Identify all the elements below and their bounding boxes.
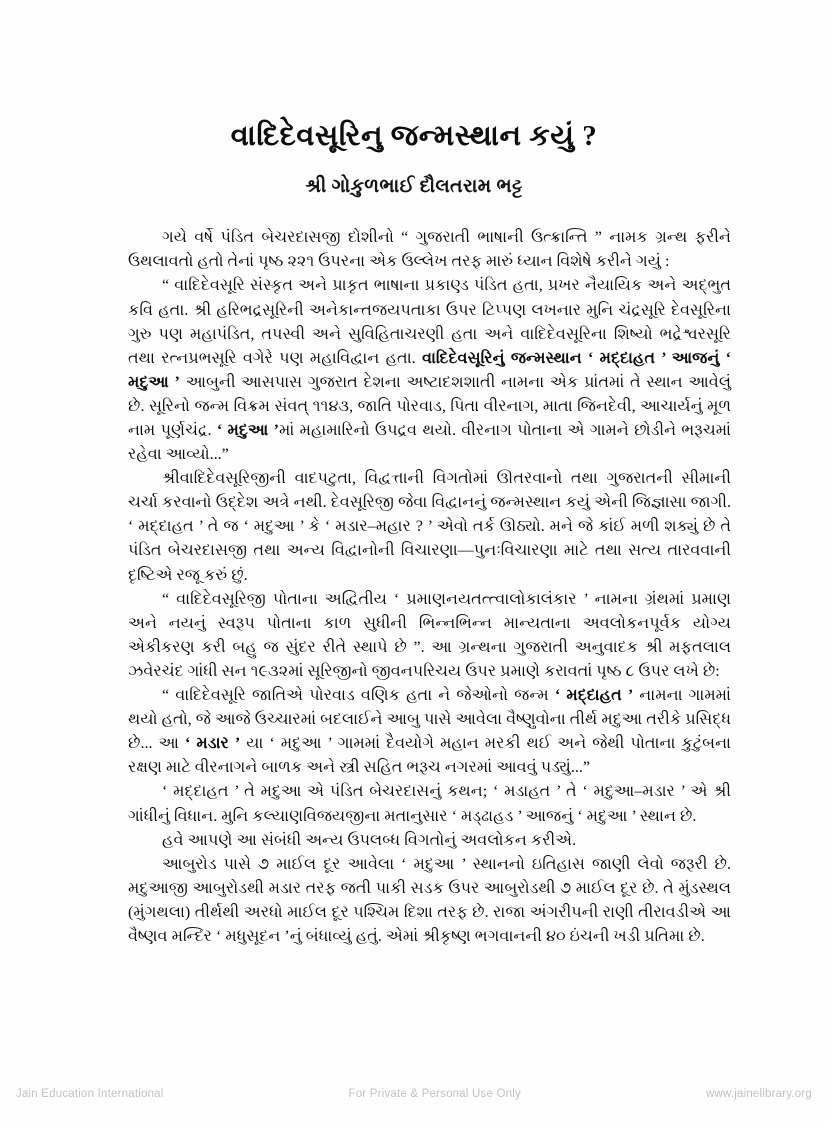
paragraph-5-emphasis-1: ‘ મદ્દાહત ’ xyxy=(554,687,634,705)
paragraph-8 xyxy=(128,853,731,949)
paragraph-2-text-part-3: માં મહામારિનો ઉપદ્રવ થયો. વીરનાગ પોતાના એ ગામને છોડીને ભરૂચમાં રહેવા આવ્યો...” xyxy=(128,422,731,464)
paragraph-4 xyxy=(128,588,731,684)
paragraph-4-text: “ વાદિદેવસૂરિજી પોતાના અદ્વિતીય ‘ પ્રમાણનયતત્ત્વાલોકાલંકાર ’ નામના ગ્રંથમાં પ્રમાણ અને નયનું સ્વરૂપ પોતાના કાળ સુધીની ભિન્નભિન્ન માન્યતાના અવલોકનપૂર્વક યોગ્ય એકીકરણ કરી બહુ જ સુંદર રીતે સ્થાપે છે ”. આ ગ્રન્થના ગુજરાતી અનુવાદક શ્રી મફતલાલ ઝવેરચંદ ગાંધી સન ૧૯૩૨માં સૂરિજીનો જીવનપરિચય ઉપર પ્રમાણે કરાવતાં પૃષ્ઠ ૮ ઉપર લખે છે: xyxy=(128,590,731,680)
paragraph-6 xyxy=(128,780,731,828)
paragraph-5-text-part-1: “ વાદિદેવસૂરિ જાતિએ પોરવાડ વણિક હતા ને જેઓનો જન્મ xyxy=(162,687,555,705)
paragraph-3 xyxy=(128,467,731,587)
paragraph-7-text: હવે આપણે આ સંબંધી અન્ય ઉપલબ્ધ વિગતોનું અવલોકન કરીએ. xyxy=(162,831,577,849)
page-footer xyxy=(0,1084,828,1104)
paragraph-5 xyxy=(128,684,731,780)
author-byline: શ્રી ગોકુળભાઈ દૌલતરામ ભટ્ટ xyxy=(305,176,523,198)
footer-website-url: www.jainelibrary.org xyxy=(705,1088,812,1100)
paragraph-3-text: શ્રીવાદિદેવસૂરિજીની વાદપટુતા, વિદ્વત્તાની વિગતોમાં ઊતરવાનો તથા ગુજરાતની સીમાની ચર્ચા કરવાનો ઉદ્દેશ અત્રે નથી. દેવસૂરિજી જેવા વિદ્વાનનું જન્મસ્થાન કયું એની જિજ્ઞાસા જાગી. ‘ મદ્દાહત ’ તે જ ‘ મદુઆ ’ કે ‘ મડાર–મહાર ? ’ એવો તર્ક ઊઠ્યો. મને જે કાંઈ મળી શક્યું છે તે પંડિત બેચરદાસજી તથા અન્ય વિદ્વાનોની વિચારણા—પુનઃવિચારણા માટે તથા સત્ય તારવવાની દૃષ્ટિએ રજૂ કરું છું. xyxy=(128,470,731,584)
paragraph-1-text: ગયે વર્ષે પંડિત બેચરદાસજી દોશીનો “ ગુજરાતી ભાષાની ઉત્ક્રાન્તિ ” નામક ગ્રન્થ ફરીને ઉથલાવતો હતો તેનાં પૃષ્ઠ ૨૨૧ ઉપરના એક ઉલ્લેખ તરફ મારું ધ્યાન વિશેષે કરીને ગયું : xyxy=(128,229,731,271)
title-block xyxy=(0,0,828,198)
footer-organization: Jain Education International xyxy=(16,1088,164,1100)
footer-usage-notice: For Private & Personal Use Only xyxy=(348,1088,521,1100)
paragraph-2 xyxy=(128,274,731,467)
paragraph-5-text-part-3: યા ‘ મદુઆ ’ ગામમાં દૈવયોગે મહાન મરકી થઈ અને જેથી પોતાના કુટુંબના રક્ષણ માટે વીરનાગને બાળક અને સ્ત્રી સહિત ભરૂચ નગરમાં આવવું પડ્યું...” xyxy=(128,735,731,777)
paragraph-2-text-part-2: આબુની આસપાસ ગુજરાત દેશના અષ્ટાદશશાતી નામના એક પ્રાંતમાં તે સ્થાન આવેલું છે. સૂરિનો જન્મ વિક્રમ સંવત્ ૧૧૪૩, જાતિ પોરવાડ, પિતા વીરનાગ, માતા જિનદેવી, આચાર્યનું મૂળ નામ પૂર્ણચંદ્ર. xyxy=(128,373,731,439)
paragraph-5-text-part-2: નામના ગામમાં થયો હતો, જે આજે ઉચ્ચારમાં બદલાઈને આબુ પાસે આવેલા વૈષ્ણુવોના તીર્થ મદુઆ તરીકે પ્રસિદ્ધ છે... આ xyxy=(128,687,731,753)
paragraph-2-text-part-1: “ વાદિદેવસૂરિ સંસ્કૃત અને પ્રાકૃત ભાષાના પ્રકાણ્ડ પંડિત હતા, પ્રખર નૈયાયિક અને અદ્ભુત કવિ હતા. શ્રી હરિભદ્રસૂરિની અનેકાન્તજયપતાકા ઉપર ટિપ્પણ લખનાર મુનિ ચંદ્રસૂરિ દેવસૂરિના ગુરુ પણ મહાપંડિત, તપસ્વી અને સુવિહિતાચરણી હતા અને વાદિદેવસૂરિના શિષ્યો ભદ્રેશ્વરસૂરિ તથા રત્નપ્રભસૂરિ વગેરે પણ મહાવિદ્વાન હતા. xyxy=(128,277,731,367)
article-body xyxy=(0,226,828,949)
page-title: વાદિદેવસૂરિનુ જન્મસ્થાન કયું ? xyxy=(230,120,598,152)
paragraph-1 xyxy=(128,226,731,274)
paragraph-8-text: આબુરોડ પાસે ૭ માઈલ દૂર આવેલા ‘ મદુઆ ’ સ્થાનનો ઇતિહાસ જાણી લેવો જરૂરી છે. મદુઆજી આબુરોડથી મડાર તરફ જતી પાકી સડક ઉપર આબુરોડથી ૭ માઈલ દૂર છે. તે મુંડસ્થલ (મુંગથલા) તીર્થથી અરધો માઈલ દૂર પશ્ચિમ દિશા તરફ છે. રાજા અંગરીપની રાણી તીરાવડીએ આ વૈષ્ણવ મન્દિર ‘ મધુસૂદન ’નું બંધાવ્યું હતું. એમાં શ્રીકૃષ્ણ ભગવાનની ૪૦ ઇંચની ખડી પ્રતિમા છે. xyxy=(128,855,731,945)
paragraph-6-text: ‘ મદ્દાહત ’ તે મદુઆ એ પંડિત બેચરદાસનું કથન; ‘ મડાહત ’ તે ‘ મદુઆ–મડાર ’ એ શ્રી ગાંધીનું વિધાન. મુનિ કલ્યાણવિજયજીના મતાનુસાર ‘ મડ્ઢાહડ ’ આજનું ‘ મદુઆ ’ સ્થાન છે. xyxy=(128,783,731,825)
paragraph-2-emphasis-1: વાદિદેવસૂરિનું જન્મસ્થાન ‘ મદ્દાહત ’ આજનું ‘ મદુઆ ’ xyxy=(128,349,731,391)
paragraph-2-emphasis-2: ‘ મદુઆ ’ xyxy=(216,422,279,439)
paragraph-7 xyxy=(128,829,731,853)
paragraph-5-emphasis-2: ‘ મડાર ’ xyxy=(185,735,241,753)
